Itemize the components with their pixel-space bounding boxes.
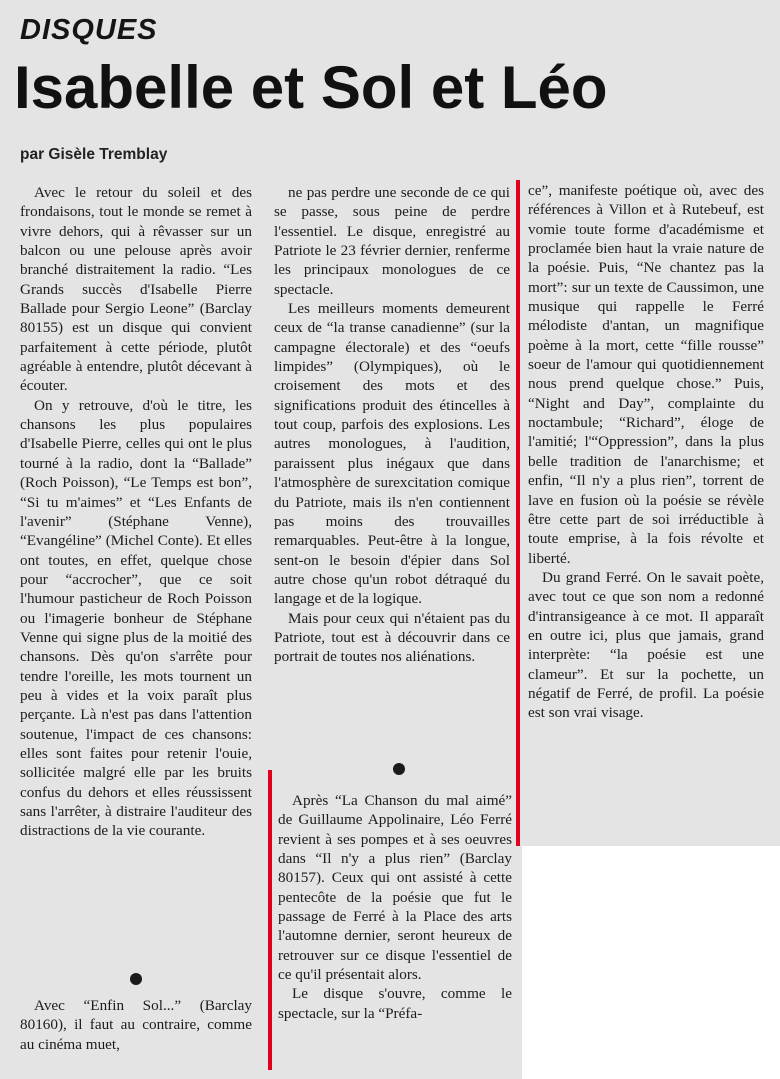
paragraph: ce”, manifeste poétique où, avec des références à Villon et à Rutebeuf, est vomie toute forme d'académisme et proclamée bien haut la vraie nature de la poésie. Puis, “Ne chantez pas la mort”: sur un texte de Caussimon, une musique qui rappelle le Ferré mélodiste d'antan, un magnifique poème à la mort, cette “fille rousse” soeur de l'amour qui quotidiennement nous prend quelque chose.” Puis, “Night and Day”, complainte du noctambule; “Richard”, éloge de l'amitié; l'“Oppression”, dans la plus belle tradition de l'anarchisme; et enfin, “Il n'y a plus rien”, torrent de lave en fusion où la poésie se révèle être cette part de soi irréductible à toute emprise, à la fois révolte et liberté.	[528, 182, 764, 567]
column-1	[20, 183, 252, 841]
paragraph: Après “La Chanson du mal aimé” de Guillaume Appolinaire, Léo Ferré revient à ses pompes et à ses oeuvres dans “Il n'y a plus rien” (Barclay 80157). Ceux qui ont assisté à cette pentecôte de la poésie que fut le passage de Ferré à la Place des arts l'automne dernier, seront heureux de retrouver sur ce disque l'essentiel de ce qu'il présentait alors.	[278, 792, 512, 984]
section-label: DISQUES	[20, 14, 158, 46]
red-marker-line	[516, 180, 520, 846]
paragraph: Mais pour ceux qui n'étaient pas du Patriote, tout est à découvrir dans ce portrait de toutes nos aliénations.	[274, 609, 510, 666]
headline: Isabelle et Sol et Léo	[14, 54, 608, 121]
section-bullet	[130, 973, 142, 985]
column-1-continued	[20, 996, 252, 1054]
paragraph: On y retrouve, d'où le titre, les chansons les plus populaires d'Isabelle Pierre, celles qui ont le plus tourné à la radio, dont la “Ballade” (Roch Poisson), “Le Temps est bon”, “Si tu m'aimes” et “Les Enfants de l'avenir” (Stéphane Venne), “Evangéline” (Michel Conte). Et elles ont toutes, en effet, quelque chose pour “accrocher”, que ce soit l'humour pasticheur de Roch Poisson ou l'imagerie bonheur de Stéphane Venne qui signe plus de la moitié des chansons. Dès qu'on s'arrête pour tendre l'oreille, les mots tournent un peu à vides et la voix paraît plus perçante. Là n'est pas dans l'attention soutenue, l'impact de ces chansons: elles sont faites pour retenir l'ouie, sollicitée malgré elle par les bruits confus du dehors et elles réussissent sans l'arrêter, à distraire l'auditeur des distractions de la vie courante.	[20, 396, 252, 840]
paragraph: Les meilleurs moments demeurent ceux de “la transe canadienne” (sur la campagne électorale) et des “oeufs limpides” (Olympiques), où le croisement des mots et des significations produit des étincelles à tout coup, parfois des explosions. Les autres monologues, à l'audition, paraissent plus inégaux que dans l'atmosphère de surexcitation comique du Patriote, mais ils n'en contiennent pas moins des trouvailles remarquables. Peut-être à la longue, sent-on le besoin d'épier dans Sol autre chose qu'un robot détraqué du langage et de la logique.	[274, 300, 510, 608]
column-2-continued	[278, 791, 512, 1023]
column-3	[528, 181, 764, 723]
paragraph: ne pas perdre une seconde de ce qui se passe, sous peine de perdre l'essentiel. Le disque, enregistré au Patriote le 23 février dernier, renferme les principaux monologues de ce spectacle.	[274, 184, 510, 298]
byline: par Gisèle Tremblay	[20, 146, 168, 163]
paragraph: Avec “Enfin Sol...” (Barclay 80160), il faut au contraire, comme au cinéma muet,	[20, 997, 252, 1053]
section-bullet	[393, 763, 405, 775]
paragraph: Du grand Ferré. On le savait poète, avec tout ce que son nom a redonné d'intransigeance à ce mot. Il apparaît en outre ici, plus que jamais, grand interprète: “la poésie est une clameur”. Et sur la pochette, un négatif de Ferré, de profil. La poésie est son vrai visage.	[528, 568, 764, 722]
blank-area	[522, 846, 780, 1079]
paragraph: Avec le retour du soleil et des frondaisons, tout le monde se remet à vivre dehors, qui à rêvasser sur un balcon ou une pelouse après avoir branché distraitement la radio. “Les Grands succès d'Isabelle Pierre Ballade pour Sergio Leone” (Barclay 80155) est un disque qui convient parfaitement à cette période, plutôt agréable à entendre, plutôt décevant à écouter.	[20, 184, 252, 395]
paragraph: Le disque s'ouvre, comme le spectacle, sur la “Préfa-	[278, 985, 512, 1022]
column-2	[274, 183, 510, 667]
red-marker-line	[268, 770, 272, 1070]
